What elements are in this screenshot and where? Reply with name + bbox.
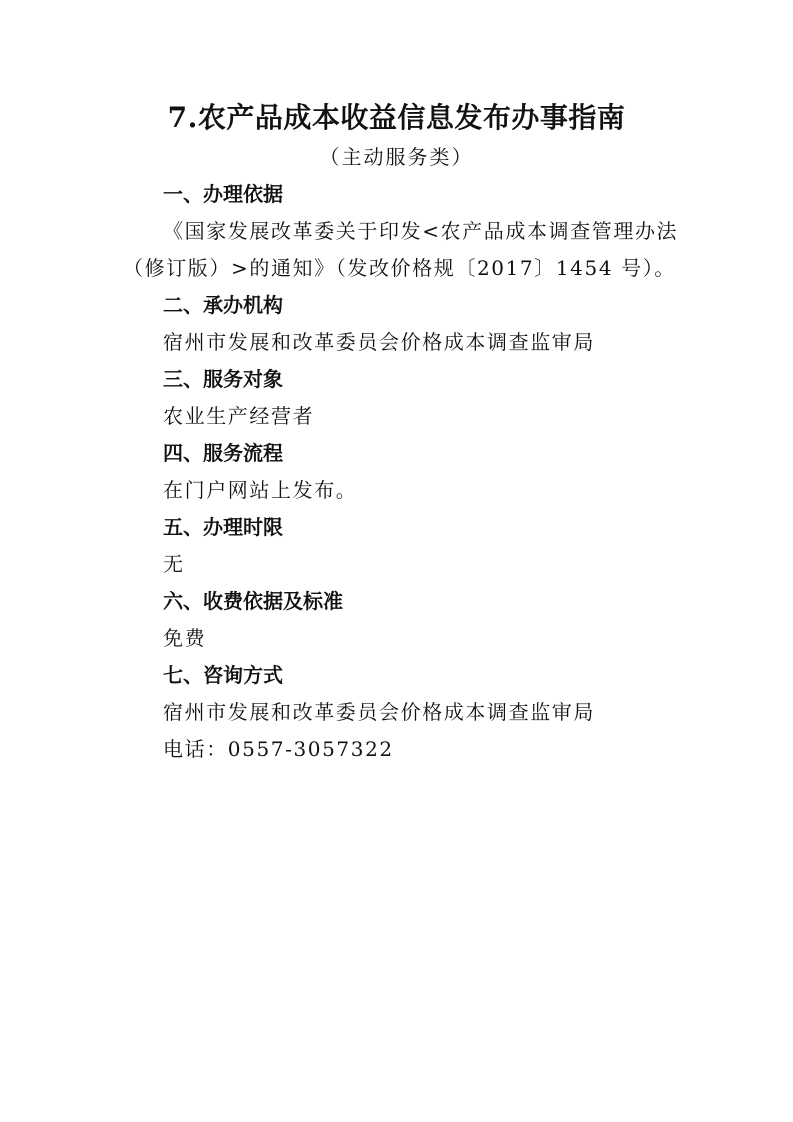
document-title: 7.农产品成本收益信息发布办事指南	[167, 101, 626, 134]
section-heading-organization: 二、承办机构	[163, 293, 283, 317]
section-text-fee: 免费	[163, 626, 207, 650]
section-text-time-limit: 无	[163, 552, 185, 576]
section-heading-process: 四、服务流程	[163, 441, 283, 465]
document-subtitle: （主动服务类）	[319, 145, 474, 169]
section-heading-time-limit: 五、办理时限	[163, 515, 283, 539]
section-text-basis-line-1: 《国家发展改革委关于印发<农产品成本调查管理办法	[163, 219, 679, 243]
section-text-service-target: 农业生产经营者	[163, 404, 315, 428]
section-text-contact-organization: 宿州市发展和改革委员会价格成本调查监审局	[163, 700, 595, 724]
section-heading-basis: 一、办理依据	[163, 182, 283, 206]
section-text-process: 在门户网站上发布。	[163, 478, 358, 502]
section-text-contact-phone: 电话：0557-3057322	[163, 737, 394, 761]
section-heading-contact: 七、咨询方式	[163, 663, 283, 687]
section-text-organization: 宿州市发展和改革委员会价格成本调查监审局	[163, 330, 595, 354]
section-text-basis-line-2: （修订版）>的通知》（发改价格规〔2017〕1454 号）。	[123, 256, 676, 280]
document-body	[123, 176, 683, 768]
section-heading-fee: 六、收费依据及标准	[163, 589, 343, 613]
section-heading-service-target: 三、服务对象	[163, 367, 283, 391]
